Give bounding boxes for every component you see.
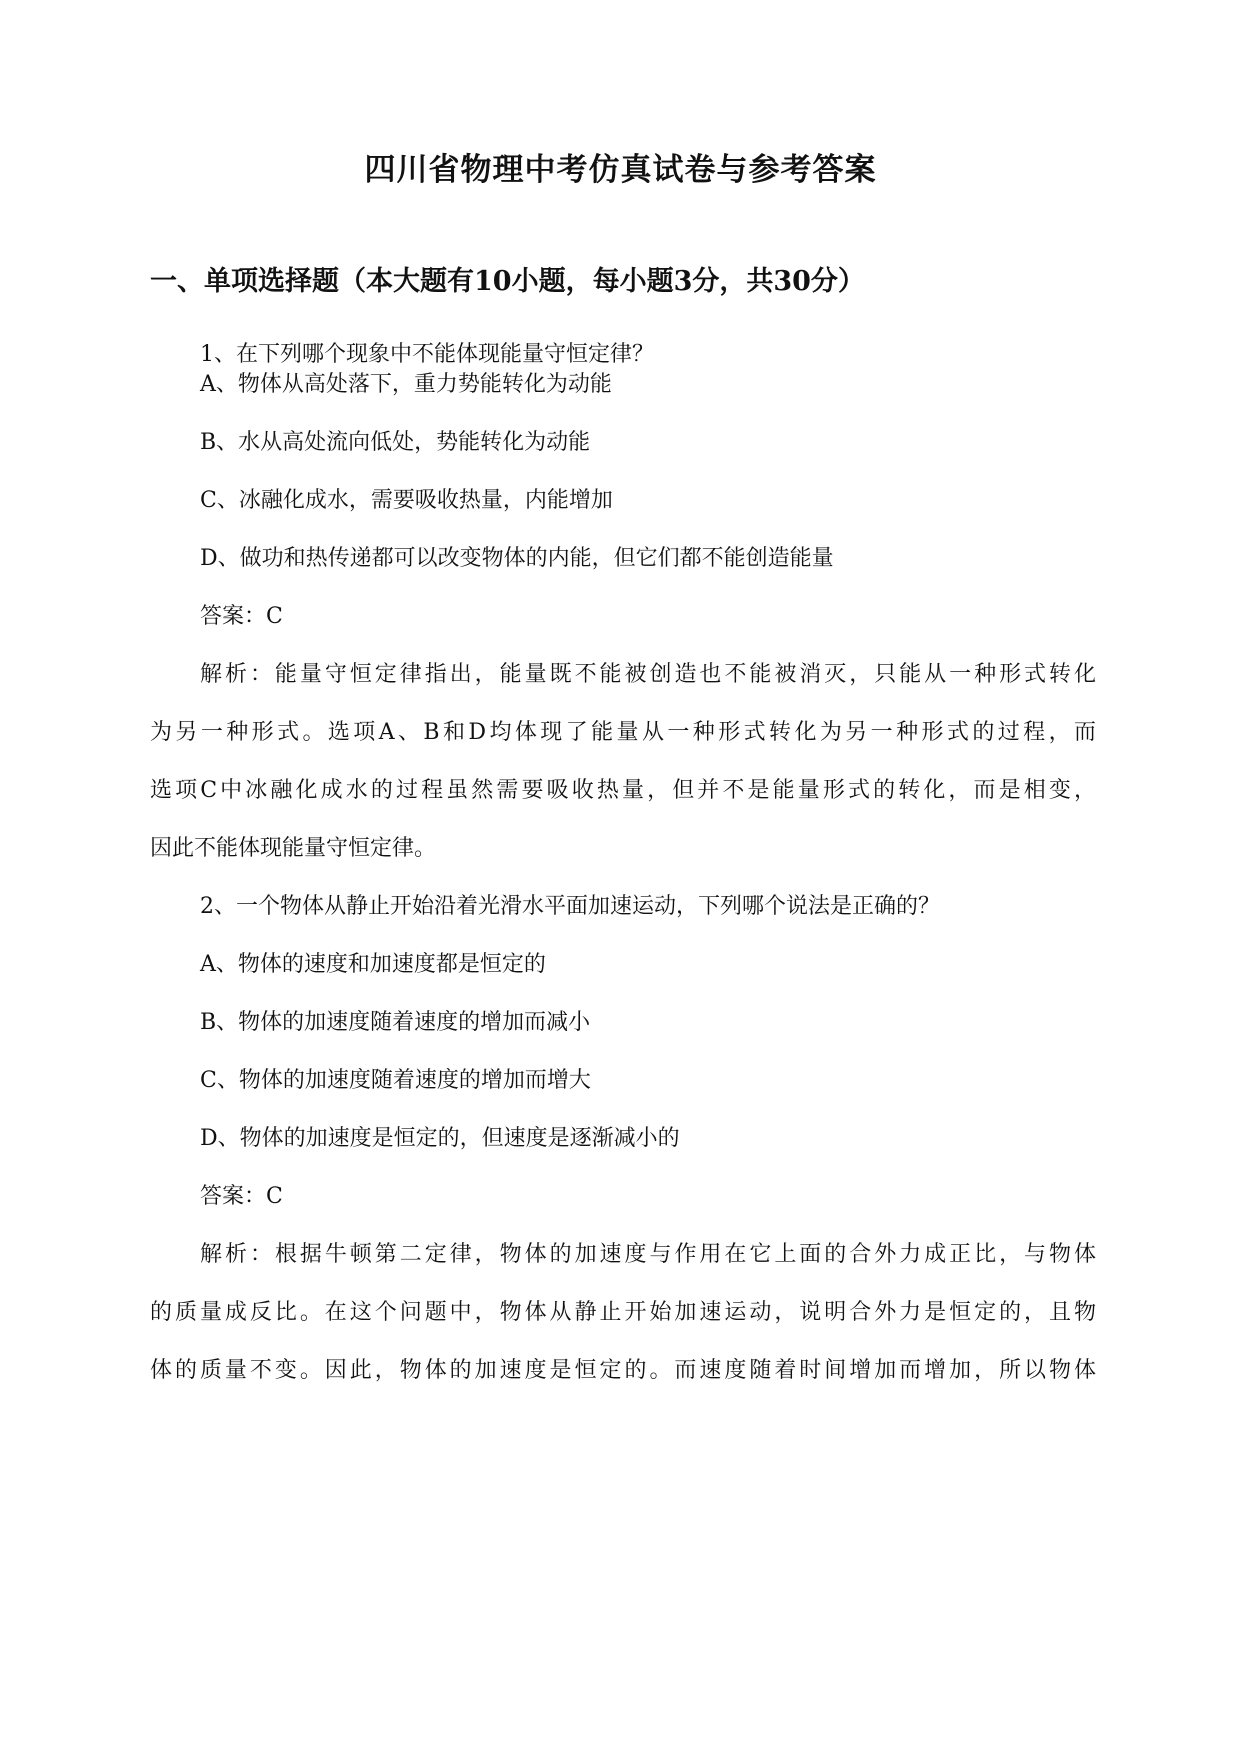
question-1-option-c: C、冰融化成水，需要吸收热量，内能增加 — [200, 488, 613, 513]
question-2-analysis-line-1: 解析：根据牛顿第二定律，物体的加速度与作用在它上面的合外力成正比，与物体 — [200, 1242, 1096, 1267]
question-1-analysis-line-4: 因此不能体现能量守恒定律。 — [150, 836, 437, 861]
question-1-option-b: B、水从高处流向低处，势能转化为动能 — [200, 430, 591, 455]
question-1-analysis-line-1: 解析：能量守恒定律指出，能量既不能被创造也不能被消灭，只能从一种形式转化 — [200, 662, 1096, 687]
section-heading: 一、单项选择题（本大题有10小题，每小题3分，共30分） — [150, 266, 865, 297]
question-1-analysis-line-2: 为另一种形式。选项A、B和D均体现了能量从一种形式转化为另一种形式的过程，而 — [150, 720, 1096, 745]
document-title: 四川省物理中考仿真试卷与参考答案 — [364, 152, 877, 188]
question-2-option-a: A、物体的速度和加速度都是恒定的 — [200, 952, 546, 977]
question-1-option-d: D、做功和热传递都可以改变物体的内能，但它们都不能创造能量 — [200, 546, 834, 571]
question-2-answer: 答案：C — [200, 1184, 283, 1209]
question-2-option-c: C、物体的加速度随着速度的增加而增大 — [200, 1068, 591, 1093]
question-2-stem: 2、一个物体从静止开始沿着光滑水平面加速运动，下列哪个说法是正确的？ — [200, 894, 940, 919]
question-1-analysis-line-3: 选项C中冰融化成水的过程虽然需要吸收热量，但并不是能量形式的转化，而是相变， — [150, 778, 1096, 803]
question-1-answer: 答案：C — [200, 604, 283, 629]
question-2-option-d: D、物体的加速度是恒定的，但速度是逐渐减小的 — [200, 1126, 680, 1151]
question-2-option-b: B、物体的加速度随着速度的增加而减小 — [200, 1010, 591, 1035]
question-2-analysis-line-3: 体的质量不变。因此，物体的加速度是恒定的。而速度随着时间增加而增加，所以物体 — [150, 1358, 1096, 1383]
question-2-analysis-line-2: 的质量成反比。在这个问题中，物体从静止开始加速运动，说明合外力是恒定的，且物 — [150, 1300, 1096, 1325]
question-1-stem: 1、在下列哪个现象中不能体现能量守恒定律？ — [200, 342, 654, 367]
question-1-option-a: A、物体从高处落下，重力势能转化为动能 — [200, 372, 612, 397]
